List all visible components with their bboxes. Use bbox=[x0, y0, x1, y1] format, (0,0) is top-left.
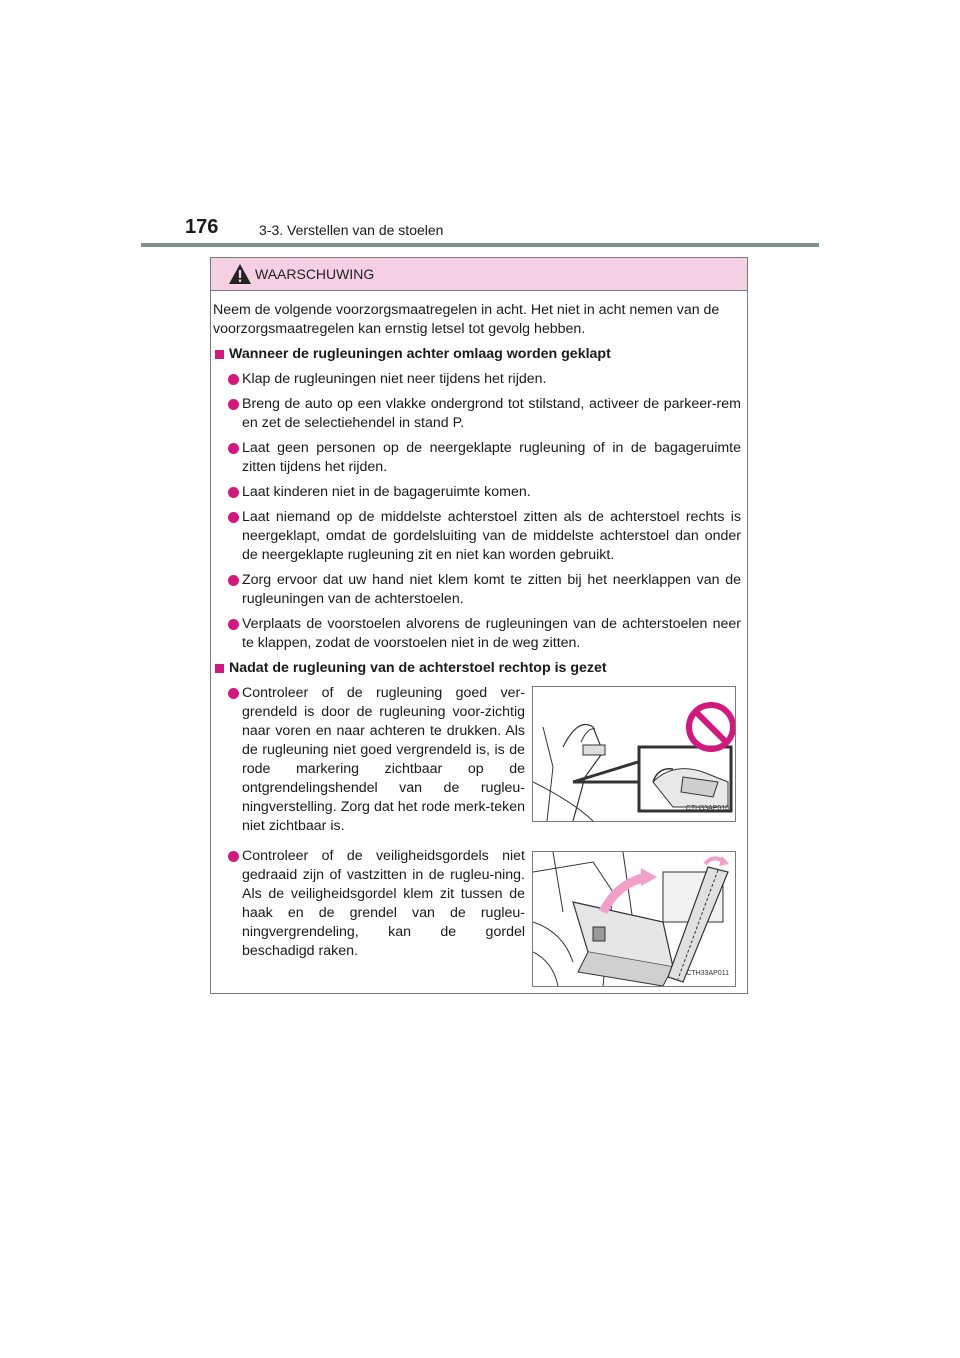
warning-triangle-icon bbox=[228, 263, 252, 285]
header-rule bbox=[141, 243, 819, 247]
figure-seat-lock bbox=[532, 686, 736, 822]
figure-row-lock bbox=[213, 684, 741, 847]
bullet-dot-icon bbox=[228, 688, 239, 699]
list-item: Zorg ervoor dat uw hand niet klem komt te zitten bij het neerklappen van de rugleuningen van de achterstoelen. bbox=[213, 571, 741, 609]
bullet-dot-icon bbox=[228, 487, 239, 498]
list-item: Laat kinderen niet in de bagageruimte komen. bbox=[213, 483, 741, 502]
bullet-dot-icon bbox=[228, 443, 239, 454]
fold-bullet-list bbox=[213, 370, 741, 653]
warning-body bbox=[211, 291, 747, 997]
section-title: 3-3. Verstellen van de stoelen bbox=[259, 222, 444, 238]
warning-header bbox=[211, 258, 747, 291]
list-item: Laat geen personen op de neergeklapte rugleuning of in de bagageruimte zitten tijdens het rijden. bbox=[213, 439, 741, 477]
page-number: 176 bbox=[185, 216, 219, 238]
list-item: Breng de auto op een vlakke ondergrond tot stilstand, activeer de parkeer-rem en zet de selectiehendel in stand P. bbox=[213, 395, 741, 433]
bullet-dot-icon bbox=[228, 512, 239, 523]
section-heading-text: Wanneer de rugleuningen achter omlaag worden geklapt bbox=[229, 346, 611, 362]
list-item: Klap de rugleuningen niet neer tijdens het rijden. bbox=[213, 370, 741, 389]
figure-code: CTH33AP010 bbox=[685, 805, 729, 812]
section-heading-upright bbox=[213, 659, 741, 678]
warning-title: WAARSCHUWING bbox=[255, 266, 375, 282]
figure-seat-belt bbox=[532, 851, 736, 987]
bullet-dot-icon bbox=[228, 575, 239, 586]
list-item: Laat niemand op de middelste achterstoel zitten als de achterstoel rechts is neergeklapt, omdat de gordelsluiting van de middelste achterstoel dan onder de neergeklapte rugleuning zit en niet kan worden gebruikt. bbox=[213, 508, 741, 565]
list-item: Controleer of de veiligheidsgordels niet gedraaid zijn of vastzitten in de rugleu-ning. Als de veiligheidsgordel klem zit tussen de haak en de grendel van de rugleu-ningvergrendeling, kan de gordel beschadigd raken. bbox=[213, 847, 525, 961]
warning-intro: Neem de volgende voorzorgsmaatregelen in acht. Het niet in acht nemen van de voorzorgsmaatregelen kan ernstig letsel tot gevolg hebben. bbox=[213, 302, 720, 337]
list-item: Controleer of de rugleuning goed ver-grendeld is door de rugleuning voor-zichtig naar voren en naar achteren te drukken. Als de rugleuning niet goed vergrendeld is, is de rode markering zichtbaar op de ontgrendelingshendel van de rugleu-ningverstelling. Zorg dat het rode merk-teken niet zichtbaar is. bbox=[213, 684, 525, 836]
bullet-dot-icon bbox=[228, 619, 239, 630]
section-heading-fold bbox=[213, 345, 741, 364]
bullet-dot-icon bbox=[228, 399, 239, 410]
list-item: Verplaats de voorstoelen alvorens de rugleuningen van de achterstoelen neer te klappen, zodat de voorstoelen niet in de weg zitten. bbox=[213, 615, 741, 653]
figure-code: CTH33AP011 bbox=[686, 970, 729, 977]
bullet-dot-icon bbox=[228, 374, 239, 385]
section-heading-text: Nadat de rugleuning van de achterstoel rechtop is gezet bbox=[229, 660, 607, 676]
square-bullet-icon bbox=[215, 350, 224, 359]
square-bullet-icon bbox=[215, 664, 224, 673]
bullet-dot-icon bbox=[228, 851, 239, 862]
warning-box bbox=[210, 257, 748, 994]
figure-row-belt bbox=[213, 847, 741, 997]
